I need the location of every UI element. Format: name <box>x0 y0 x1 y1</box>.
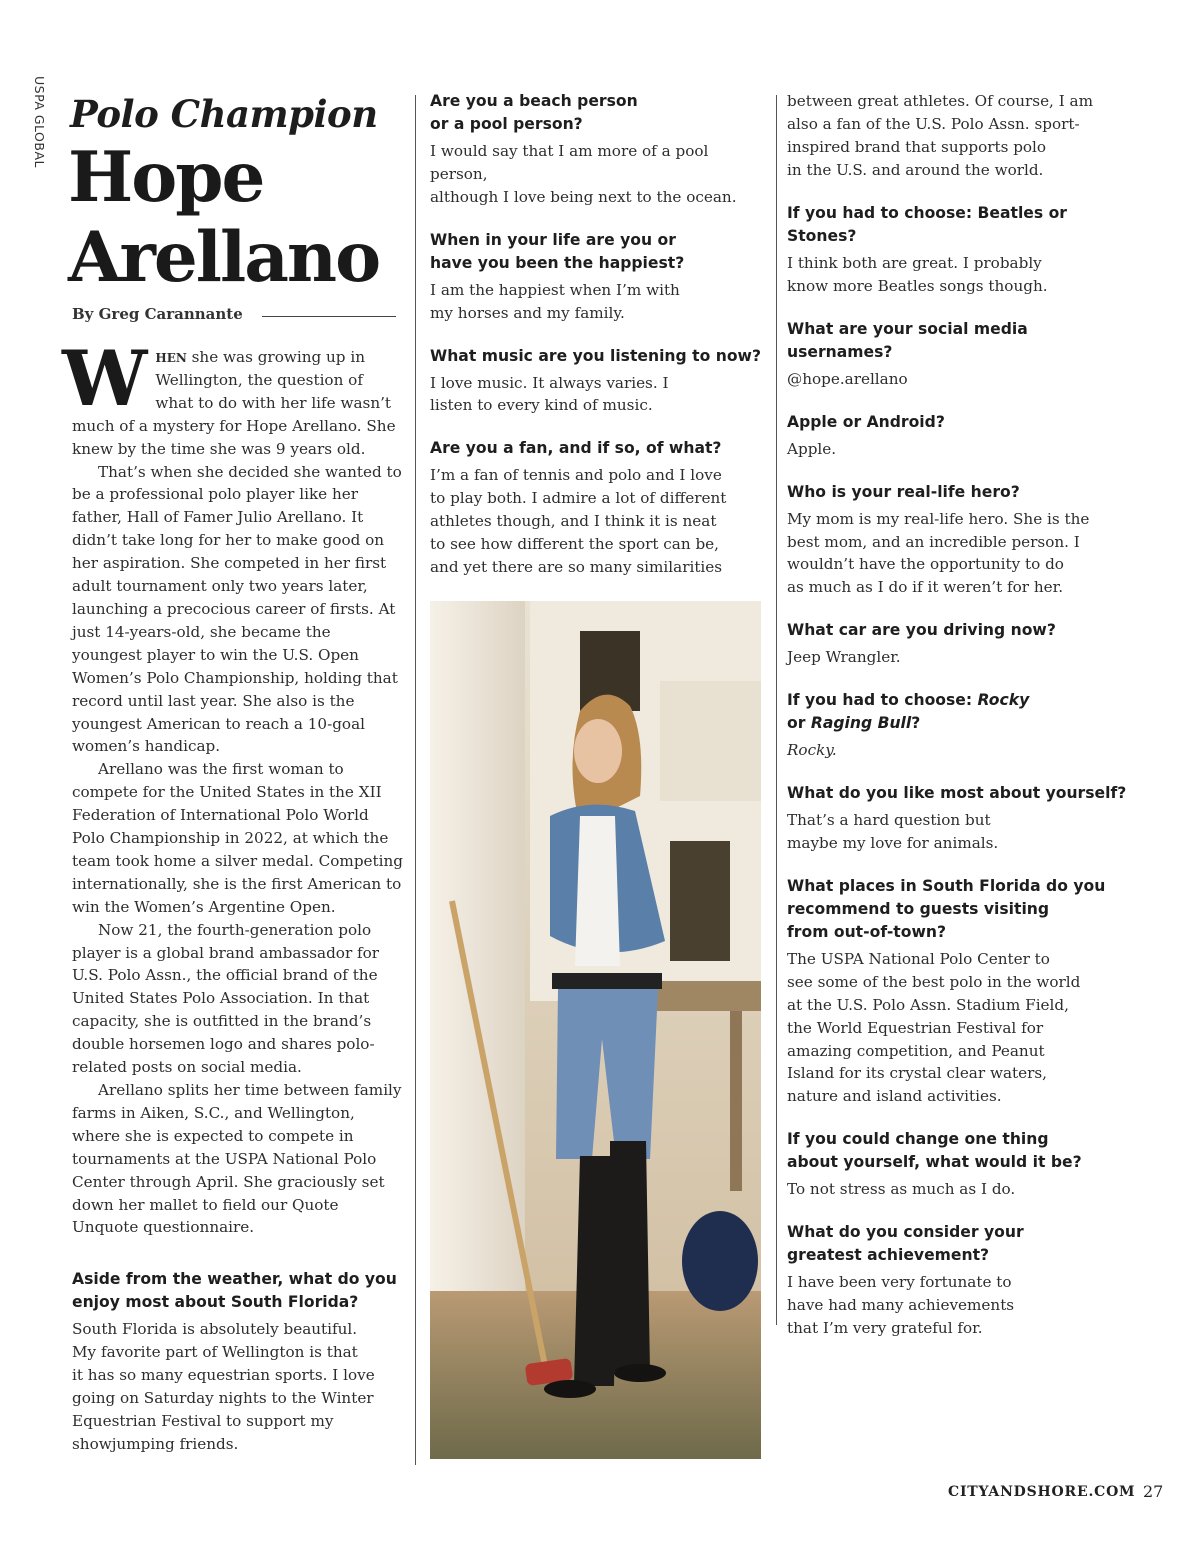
qa-column-1 <box>72 1268 408 1475</box>
answer: I think both are great. I probably know more Beatles songs though. <box>787 254 1048 295</box>
column-divider-1 <box>415 95 416 1465</box>
portrait-illustration <box>430 601 761 1459</box>
qa-column-2 <box>430 90 770 599</box>
question: Are you a fan, and if so, of what? <box>430 439 722 458</box>
question-title-rocky: Rocky <box>977 691 1030 710</box>
intro-paragraph-4: Now 21, the fourth-generation polo player is a global brand ambassador for U.S. Polo Assn., the official brand of the United States Polo Association. In that capacity, she is outfitted in the brand’s double horsemen logo and shares polo-related posts on social media. <box>72 920 380 1077</box>
column-divider-2 <box>776 95 777 1325</box>
question: Apple or Android? <box>787 412 945 431</box>
qa-item <box>430 90 770 209</box>
intro-article <box>62 334 404 1239</box>
question-prefix: If you had to choose: <box>787 691 978 710</box>
question-end: ? <box>911 714 921 733</box>
qa-item <box>72 1268 408 1455</box>
answer: My mom is my real-life hero. She is the best mom, and an incredible person. I wouldn’t have the opportunity to do as much as I do if it weren’t for her. <box>787 509 1090 597</box>
portrait-photo <box>430 601 761 1459</box>
answer: I’m a fan of tennis and polo and I love to play both. I admire a lot of different athletes though, and I think it is neat to see how different the sport can be, and yet there are so many similarities <box>430 466 727 576</box>
intro-paragraph-1-text: she was growing up in Wellington, the question of what to do with her life wasn’t much of a mystery for Hope Arellano. She knew by the time she was 9 years old. <box>72 348 396 458</box>
question: What do you like most about yourself? <box>787 784 1127 803</box>
section-label: USPA GLOBAL <box>32 76 47 168</box>
qa-item <box>787 619 1132 669</box>
headline-name-first: Hope <box>68 137 264 218</box>
answer: That’s a hard question but maybe my love for animals. <box>787 811 999 852</box>
answer: @hope.arellano <box>787 369 908 388</box>
byline: By Greg Carannante <box>72 305 243 323</box>
lead-word: hen <box>155 347 187 367</box>
question: If you had to choose: Beatles or Stones? <box>787 204 1068 245</box>
qa-column-3 <box>787 202 1132 1360</box>
question: When in your life are you or have you been the happiest? <box>430 230 685 272</box>
intro-paragraph-1 <box>62 334 404 461</box>
qa-item <box>787 875 1132 1108</box>
question-or: or <box>787 714 811 733</box>
qa-item <box>787 782 1132 855</box>
answer: I am the happiest when I’m with my horses and my family. <box>430 280 680 322</box>
question: Are you a beach person or a pool person? <box>430 92 638 133</box>
page-number: 27 <box>1143 1482 1164 1501</box>
question: What places in South Florida do you recommend to guests visiting from out-of-town? <box>787 876 1106 941</box>
qa-item <box>787 481 1132 600</box>
answer: The USPA National Polo Center to see some of the best polo in the world at the U.S. Polo Assn. Stadium Field, the World Equestrian Festival for amazing competition, and Peanut Island for its crystal clear waters, nature and island activities. <box>787 949 1081 1106</box>
drop-cap: W <box>62 334 148 423</box>
question: What do you consider your greatest achievement? <box>787 1223 1024 1265</box>
question: Aside from the weather, what do you enjoy most about South Florida? <box>72 1270 397 1311</box>
qa-item <box>787 1128 1132 1201</box>
qa-item <box>430 345 770 418</box>
question <box>787 689 1132 735</box>
headline-name-last: Arellano <box>68 217 380 298</box>
answer: To not stress as much as I do. <box>787 1180 1016 1199</box>
qa-item <box>787 318 1132 391</box>
question-title-raging-bull: Raging Bull <box>810 714 912 733</box>
answer: South Florida is absolutely beautiful. My favorite part of Wellington is that it has so many equestrian sports. I love going on Saturday nights to the Winter Equestrian Festival to support my showjumping friends. <box>72 1320 375 1453</box>
footer-website: CITYANDSHORE.COM <box>948 1484 1136 1500</box>
column-3-continuation: between great athletes. Of course, I am also a fan of the U.S. Polo Assn. sport- inspired brand that supports polo in the U.S. and around the world. <box>787 92 1093 179</box>
intro-paragraph-2: That’s when she decided she wanted to be a professional polo player like her father, Hall of Famer Julio Arellano. It didn’t take long for her to make good on her aspiration. She competed in her first adult tournament only two years later, launching a precocious career of firsts. At just 14-years-old, she became the youngest player to win the U.S. Open Women’s Polo Championship, holding that record until last year. She also is the youngest American to reach a 10-goal women’s handicap. <box>72 462 402 756</box>
intro-paragraph-5: Arellano splits her time between family farms in Aiken, S.C., and Wellington, where she is expected to compete in tournaments at the USPA National Polo Center through April. She graciously set down her mallet to field our Quote Unquote questionnaire. <box>72 1081 402 1237</box>
answer: I have been very fortunate to have had many achievements that I’m very grateful for. <box>787 1273 1015 1337</box>
answer: I love music. It always varies. I listen to every kind of music. <box>430 373 669 415</box>
qa-item <box>430 229 770 325</box>
qa-item-rocky <box>787 689 1132 762</box>
intro-paragraph-3: Arellano was the first woman to compete for the United States in the XII Federation of International Polo World Polo Championship in 2022, at which the team took home a silver medal. Competing internationally, she is the first American to win the Women’s Argentine Open. <box>72 760 404 916</box>
question: What music are you listening to now? <box>430 346 761 365</box>
question: Who is your real-life hero? <box>787 482 1020 501</box>
question: What are your social media usernames? <box>787 319 1028 361</box>
headline-kicker: Polo Champion <box>70 92 378 136</box>
question: If you could change one thing about yourself, what would it be? <box>787 1130 1082 1172</box>
answer: Rocky. <box>787 741 837 760</box>
answer: Apple. <box>787 439 837 458</box>
byline-rule <box>262 316 396 317</box>
qa-item <box>787 411 1132 461</box>
qa-item <box>787 1221 1132 1340</box>
answer: I would say that I am more of a pool person, although I love being next to the ocean. <box>430 142 737 206</box>
answer: Jeep Wrangler. <box>787 648 901 667</box>
question: What car are you driving now? <box>787 621 1056 640</box>
qa-item <box>787 202 1132 298</box>
qa-item <box>430 437 770 579</box>
